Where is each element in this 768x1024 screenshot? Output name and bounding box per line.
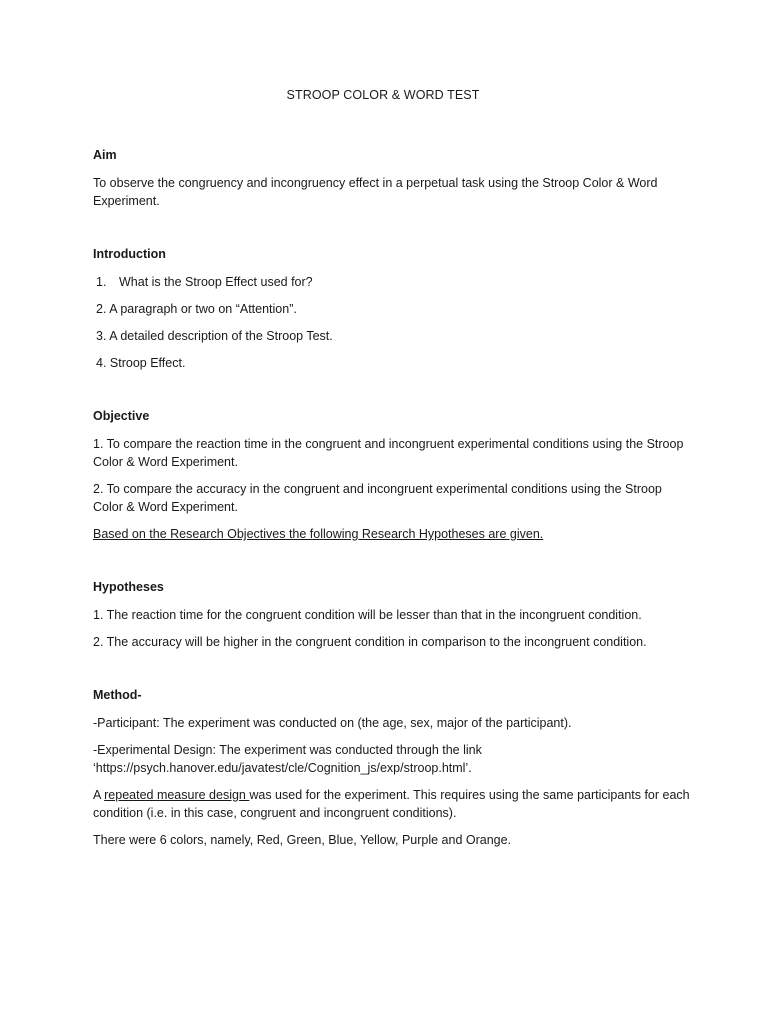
list-item <box>96 327 693 345</box>
list-item-text: What is the Stroop Effect used for? <box>119 275 313 289</box>
list-item-text: A detailed description of the Stroop Test. <box>109 329 333 343</box>
hypotheses-heading: Hypotheses <box>93 580 164 594</box>
list-item <box>96 354 693 372</box>
repeated-measure-term: repeated measure design <box>104 788 250 802</box>
list-item-number: 4. <box>96 356 107 370</box>
aim-heading: Aim <box>93 148 117 162</box>
list-item-number: 3. <box>96 329 107 343</box>
document-title: STROOP COLOR & WORD TEST <box>286 88 480 102</box>
method-colors: There were 6 colors, namely, Red, Green, Blue, Yellow, Purple and Orange. <box>93 833 512 847</box>
method-repeated-measure <box>93 786 693 822</box>
objective-note: Based on the Research Objectives the following Research Hypotheses are given. <box>93 527 544 541</box>
method-section <box>93 686 693 849</box>
list-item <box>96 273 693 291</box>
introduction-heading: Introduction <box>93 247 166 261</box>
objective-heading: Objective <box>93 409 150 423</box>
list-item-number: 1. <box>96 275 107 289</box>
list-item-text: A paragraph or two on “Attention”. <box>109 302 297 316</box>
list-item <box>96 300 693 318</box>
objective-item: 2. To compare the accuracy in the congruent and incongruent experimental conditions using the Stroop Color & Word Experiment. <box>93 482 662 514</box>
hypothesis-item: 2. The accuracy will be higher in the congruent condition in comparison to the incongruent condition. <box>93 635 647 649</box>
method-participant: -Participant: The experiment was conducted on (the age, sex, major of the participant). <box>93 716 572 730</box>
aim-text: To observe the congruency and incongruency effect in a perpetual task using the Stroop Color & Word Experiment. <box>93 176 658 208</box>
objective-section <box>93 407 693 543</box>
aim-section <box>93 146 693 210</box>
hypothesis-item: 1. The reaction time for the congruent condition will be lesser than that in the incongruent condition. <box>93 608 642 622</box>
repeated-suffix: was used for the experiment. This requires using the same participants for each condition (i.e. in this case, congruent and incongruent conditions). <box>93 788 690 820</box>
method-design: -Experimental Design: The experiment was conducted through the link ‘https://psych.hanover.edu/javatest/cle/Cognition_js/exp/stroop.html’. <box>93 743 482 775</box>
objective-item: 1. To compare the reaction time in the congruent and incongruent experimental conditions using the Stroop Color & Word Experiment. <box>93 437 684 469</box>
list-item-text: Stroop Effect. <box>109 356 186 370</box>
list-item-number: 2. <box>96 302 107 316</box>
repeated-prefix: A <box>93 788 105 802</box>
method-heading: Method- <box>93 688 142 702</box>
introduction-section <box>93 245 693 372</box>
document-body <box>93 88 693 884</box>
hypotheses-section <box>93 578 693 651</box>
